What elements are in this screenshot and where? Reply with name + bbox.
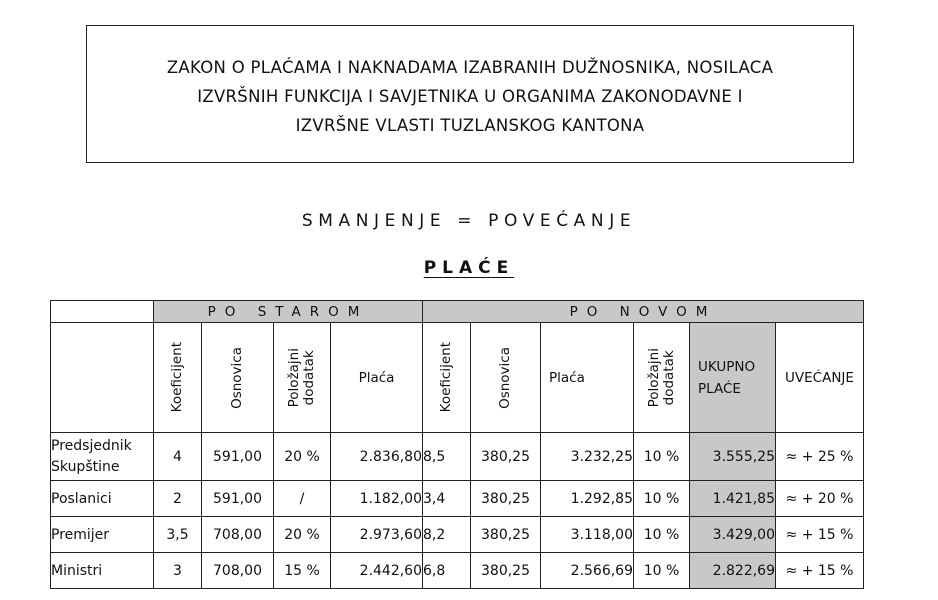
new-koef-cell: 6,8 [423, 553, 471, 589]
section-heading-text: PLAĆE [423, 258, 515, 278]
table-row [51, 517, 864, 553]
old-polozajni-line: dodatak [301, 349, 317, 406]
row-name: Poslanici [51, 481, 154, 517]
ukupno-cell: 2.822,69 [690, 553, 776, 589]
law-title [167, 53, 773, 140]
new-polozajni-cell: 10 % [634, 517, 690, 553]
corner-cell [51, 301, 154, 323]
old-polozajni-cell: 15 % [274, 553, 331, 589]
ukupno-cell: 3.555,25 [690, 433, 776, 481]
new-placa-cell: 1.292,85 [541, 481, 634, 517]
group-new-header: PO NOVOM [423, 301, 864, 323]
name-header-cell [51, 323, 154, 433]
old-polozajni-cell: 20 % [274, 517, 331, 553]
old-polozajni-header [274, 323, 331, 433]
table-row [51, 553, 864, 589]
new-polozajni-label [647, 348, 677, 407]
row-name [51, 433, 154, 481]
old-osnovica-cell: 708,00 [202, 517, 274, 553]
row-name: Premijer [51, 517, 154, 553]
table-row [51, 481, 864, 517]
new-polozajni-line: Položajni [645, 347, 662, 408]
new-koef-header [423, 323, 471, 433]
law-title-line: IZVRŠNIH FUNKCIJA I SAVJETNIKA U ORGANIMA ZAKONODAVNE I [197, 86, 743, 106]
ukupno-cell: 1.421,85 [690, 481, 776, 517]
salary-table [50, 300, 864, 589]
ukupno-line: UKUPNO [698, 358, 756, 375]
new-osnovica-cell: 380,25 [471, 481, 541, 517]
law-title-line: ZAKON O PLAĆAMA I NAKNADAMA IZABRANIH DUŽNOSNIKA, NOSILACA [166, 57, 774, 77]
law-title-line: IZVRŠNE VLASTI TUZLANSKOG KANTONA [295, 115, 645, 135]
new-koef-cell: 3,4 [423, 481, 471, 517]
old-koef-header [154, 323, 202, 433]
group-old-header: PO STAROM [154, 301, 423, 323]
law-title-box [86, 25, 854, 163]
row-name: Ministri [51, 553, 154, 589]
old-placa-header: Plaća [331, 323, 423, 433]
row-name-line: Predsjednik [51, 437, 132, 454]
old-koef-cell: 3,5 [154, 517, 202, 553]
new-placa-header: Plaća [541, 323, 634, 433]
uvecanje-cell: ≈ + 15 % [776, 517, 864, 553]
old-polozajni-cell: / [274, 481, 331, 517]
column-header-row [51, 323, 864, 433]
old-placa-cell: 2.836,80 [331, 433, 423, 481]
new-osnovica-cell: 380,25 [471, 517, 541, 553]
new-osnovica-cell: 380,25 [471, 553, 541, 589]
new-polozajni-header [634, 323, 690, 433]
new-koef-cell: 8,5 [423, 433, 471, 481]
old-osnovica-header [202, 323, 274, 433]
old-koef-cell: 2 [154, 481, 202, 517]
old-placa-cell: 1.182,00 [331, 481, 423, 517]
old-polozajni-label [287, 348, 317, 407]
new-placa-cell: 2.566,69 [541, 553, 634, 589]
old-osnovica-cell: 708,00 [202, 553, 274, 589]
old-polozajni-line: Položajni [286, 347, 302, 408]
new-osnovica-label: Osnovica [497, 346, 513, 409]
new-osnovica-header [471, 323, 541, 433]
new-polozajni-cell: 10 % [634, 433, 690, 481]
old-koef-label: Koeficijent [169, 342, 185, 413]
new-koef-cell: 8,2 [423, 517, 471, 553]
ukupno-cell: 3.429,00 [690, 517, 776, 553]
old-koef-cell: 4 [154, 433, 202, 481]
old-osnovica-cell: 591,00 [202, 481, 274, 517]
new-placa-cell: 3.118,00 [541, 517, 634, 553]
old-placa-cell: 2.973,60 [331, 517, 423, 553]
new-polozajni-cell: 10 % [634, 553, 690, 589]
equation-text: SMANJENJE = POVEĆANJE [301, 211, 637, 231]
uvecanje-header: UVEĆANJE [776, 323, 864, 433]
section-heading [0, 258, 938, 278]
ukupno-line: PLAĆE [698, 380, 741, 397]
new-polozajni-line: dodatak [660, 349, 677, 406]
uvecanje-cell: ≈ + 25 % [776, 433, 864, 481]
new-osnovica-cell: 380,25 [471, 433, 541, 481]
table-row [51, 433, 864, 481]
old-osnovica-label: Osnovica [229, 346, 245, 409]
old-polozajni-cell: 20 % [274, 433, 331, 481]
old-osnovica-cell: 591,00 [202, 433, 274, 481]
ukupno-header [690, 323, 776, 433]
row-name-line: Skupštine [51, 458, 120, 475]
new-polozajni-cell: 10 % [634, 481, 690, 517]
old-koef-cell: 3 [154, 553, 202, 589]
uvecanje-cell: ≈ + 20 % [776, 481, 864, 517]
new-koef-label: Koeficijent [438, 342, 454, 413]
group-header-row [51, 301, 864, 323]
old-placa-cell: 2.442,60 [331, 553, 423, 589]
new-placa-cell: 3.232,25 [541, 433, 634, 481]
uvecanje-cell: ≈ + 15 % [776, 553, 864, 589]
